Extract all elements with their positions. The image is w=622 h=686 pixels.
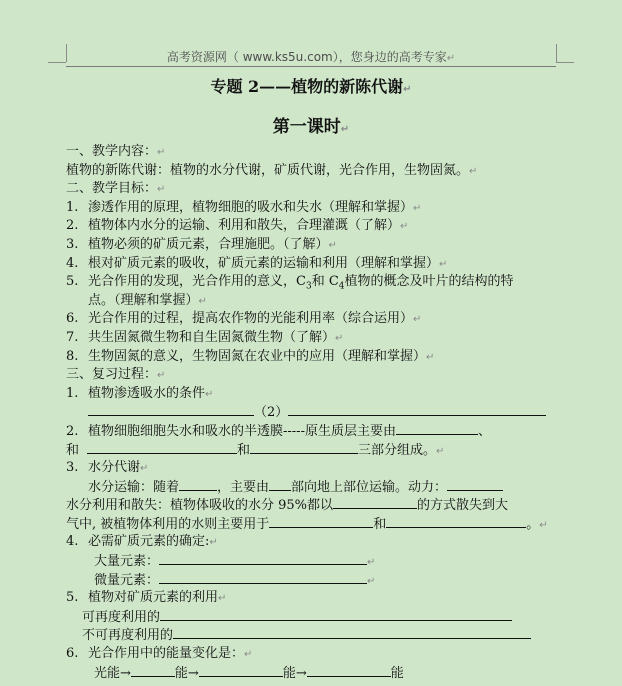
item-text: 生物固氮的意义，生物固氮在农业中的应用（理解和掌握） [88,348,427,364]
review-item-continued [66,496,566,515]
fill-blank[interactable] [288,403,546,416]
fill-blank[interactable] [307,664,391,677]
fill-blank[interactable] [88,403,254,416]
item-number: 3. [66,460,79,476]
paragraph-mark-icon: ↵ [198,295,207,307]
review-item [66,645,566,664]
page-header [0,48,622,65]
fill-blank[interactable] [87,441,237,454]
goal-item [66,348,566,367]
item-text: 部向地上部位运输。动力： [291,479,448,495]
review-blank-line [66,403,566,422]
review-item-continued [66,552,566,571]
item-text: 的方式散失到大 [417,498,509,514]
subscript: 4 [338,281,345,292]
fill-blank[interactable] [269,515,373,528]
section-heading [66,143,566,162]
paragraph-mark-icon: ↵ [413,314,422,326]
fill-blank[interactable] [131,664,175,677]
item-number: 6. [66,311,79,327]
item-text: 光合作用中的能量变化是： [88,646,245,662]
item-number: 7. [66,329,79,345]
review-item-continued [66,441,566,460]
review-item [66,459,566,478]
paragraph-mark-icon: ↵ [335,332,344,344]
title-text: 专题 2——植物的新陈代谢 [210,77,404,96]
item-number: 2. [66,218,79,234]
review-item [66,533,566,552]
paragraph-mark-icon: ↵ [157,184,166,196]
fill-blank[interactable] [386,515,526,528]
fill-blank[interactable] [173,626,531,639]
goal-item [66,273,566,292]
fill-blank[interactable] [159,552,367,565]
paragraph-mark-icon: ↵ [140,463,149,475]
goal-item [66,329,566,348]
paragraph-mark-icon: ↵ [367,557,376,569]
paragraph-mark-icon: ↵ [340,124,350,135]
review-item [66,589,566,608]
review-item [66,422,566,441]
item-number: 4. [66,255,79,271]
subscript: 3 [305,281,312,292]
goal-item-continued [66,292,566,311]
document-title [0,74,622,97]
item-text: 点。（理解和掌握） [88,292,199,308]
fill-blank[interactable] [250,441,358,454]
item-number: 3. [66,236,79,252]
body-text: 植物的新陈代谢：植物的水分代谢，矿质代谢，光合作用，生物固氮。 [66,162,470,178]
item-text: 。 [526,516,540,532]
review-item-continued [66,478,566,497]
item-text: 微量元素： [94,572,160,588]
item-text: 不可再度利用的 [82,628,174,644]
item-text: 三部分组成。 [358,442,437,458]
item-text: 植物的概念及叶片的结构的特 [344,274,514,290]
paragraph-mark-icon: ↵ [218,593,227,605]
item-text: 和 [373,516,387,532]
item-number: 6. [66,646,79,662]
item-text: 能 [390,665,404,681]
item-text: 根对矿质元素的吸收，矿质元素的运输和利用（理解和掌握） [88,255,440,271]
fill-blank[interactable] [333,496,417,509]
paragraph-mark-icon: ↵ [400,221,409,233]
item-number: 1. [66,385,79,401]
heading-text: 二、教学目标： [66,181,158,197]
item-text: 能→ [282,665,307,681]
item-text: 植物体内水分的运输、利用和散失，合理灌溉（了解） [88,218,401,234]
paragraph-mark-icon: ↵ [157,147,166,158]
item-number: 5. [66,274,79,290]
paragraph-mark-icon: ↵ [446,53,456,64]
item-text: （2） [254,405,289,421]
document-body [66,143,566,682]
goal-item [66,236,566,255]
paragraph-mark-icon: ↵ [244,649,253,661]
fill-blank[interactable] [396,422,478,435]
paragraph-mark-icon: ↵ [439,258,448,270]
review-item-continued [66,626,566,645]
paragraph-mark-icon: ↵ [157,370,166,382]
fill-blank[interactable] [269,478,291,491]
heading-text: 一、教学内容： [66,144,158,159]
item-text: 水分利用和散失：植物体吸收的水分 95%都以 [66,498,334,514]
item-text: 植物细胞细胞失水和吸水的半透膜-----原生质层主要由 [88,423,396,439]
item-text: 可再度利用的 [82,609,161,625]
document-subtitle [0,112,622,137]
subtitle-text: 第一课时 [272,117,341,137]
section-heading [66,180,566,199]
item-text: 和 [237,442,251,458]
item-text: 共生固氮微生物和自生固氮微生物（了解） [88,329,336,345]
paragraph-mark-icon: ↵ [469,165,478,177]
review-item-continued [66,515,566,534]
paragraph-mark-icon: ↵ [403,84,412,95]
heading-text: 三、复习过程： [66,367,158,383]
paragraph-mark-icon: ↵ [426,351,435,363]
item-text: 和 [66,442,80,458]
fill-blank[interactable] [179,478,217,491]
paragraph-mark-icon: ↵ [328,239,337,251]
review-item [66,385,566,404]
paragraph-mark-icon: ↵ [539,519,548,531]
goal-item [66,199,566,218]
content-text [66,162,566,181]
item-text: 光能→ [94,665,131,681]
fill-blank[interactable] [160,608,512,621]
item-text: 能→ [174,665,199,681]
item-number: 8. [66,348,79,364]
item-text: ，主要由 [217,479,270,495]
goal-item [66,310,566,329]
item-number: 5. [66,590,79,606]
item-text: 植物渗透吸水的条件 [88,385,206,401]
item-number: 4. [66,534,79,550]
fill-blank[interactable] [447,478,503,491]
item-text: 大量元素： [94,554,160,570]
item-text: 必需矿质元素的确定: [88,534,210,550]
goal-item [66,217,566,236]
fill-blank[interactable] [159,571,367,584]
item-text: 渗透作用的原理，植物细胞的吸水和失水（理解和掌握） [88,199,414,215]
item-text: 、 [477,423,491,439]
review-item-continued [66,664,566,683]
section-heading [66,366,566,385]
item-text: 植物对矿质元素的利用 [88,590,219,606]
paragraph-mark-icon: ↵ [209,537,218,549]
item-text: 植物必须的矿质元素，合理施肥。（了解） [88,236,329,252]
item-text: 水分运输：随着 [88,479,180,495]
paragraph-mark-icon: ↵ [205,388,214,400]
item-text: 水分代谢 [88,460,141,476]
item-text: 光合作用的发现，光合作用的意义，C [88,274,306,290]
paragraph-mark-icon: ↵ [436,445,445,457]
review-item-continued [66,571,566,590]
item-text: 和 C [311,274,339,290]
item-text: 光合作用的过程，提高农作物的光能利用率（综合运用） [88,311,414,327]
goal-item [66,255,566,274]
fill-blank[interactable] [199,664,283,677]
paragraph-mark-icon: ↵ [413,202,422,214]
item-text: 气中, 被植物体利用的水则主要用于 [66,516,270,532]
item-number: 2. [66,423,79,439]
paragraph-mark-icon: ↵ [367,575,376,587]
header-text: 高考资源网（ www.ks5u.com），您身边的高考专家 [166,50,447,64]
item-number: 1. [66,199,79,215]
review-item-continued [66,608,566,627]
header-rule [66,66,556,67]
